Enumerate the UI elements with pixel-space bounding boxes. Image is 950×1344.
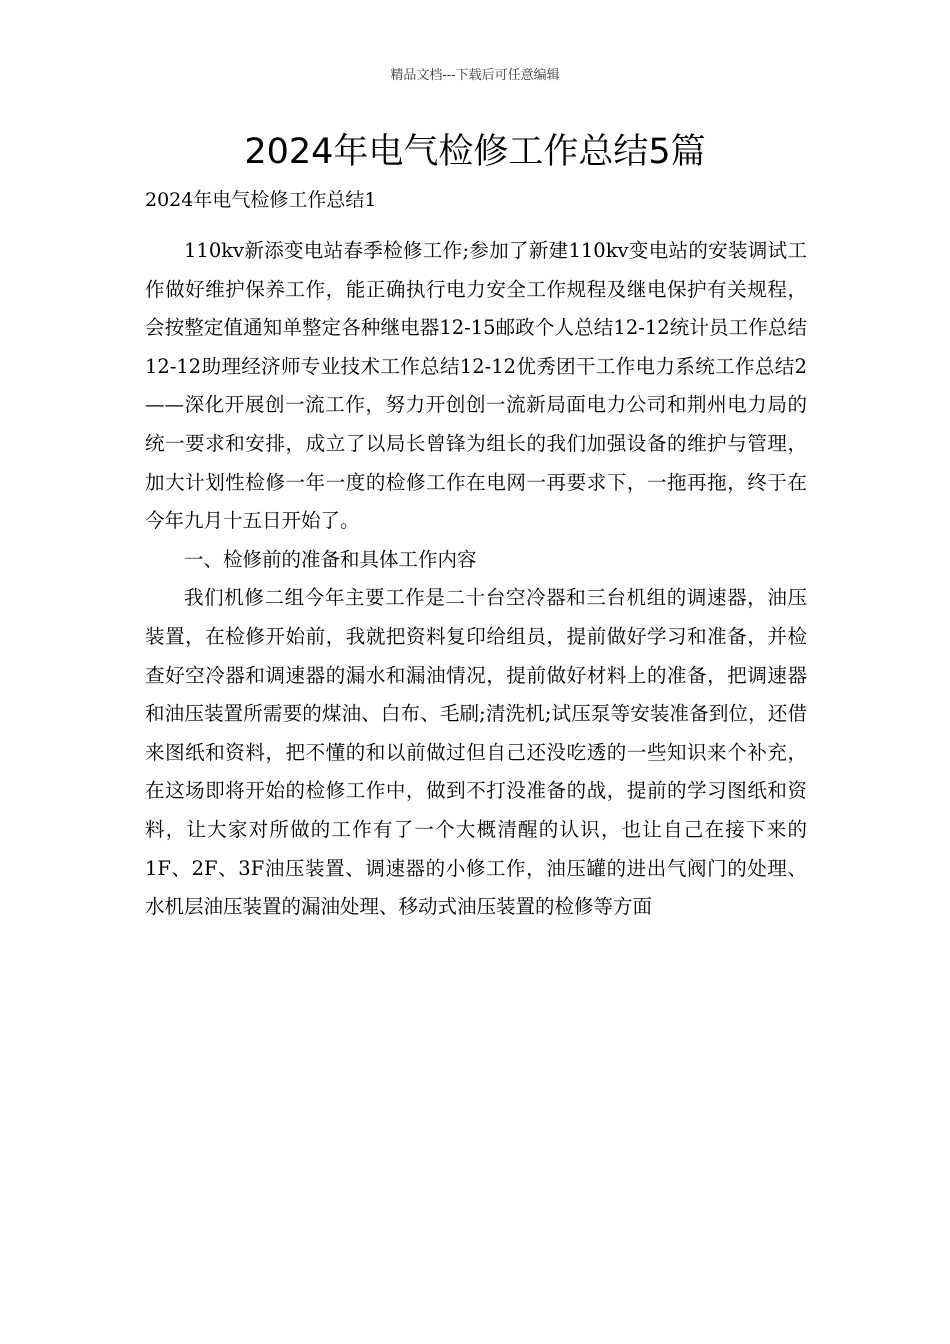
paragraph-3: 我们机修二组今年主要工作是二十台空冷器和三台机组的调速器，油压装置，在检修开始前，我就把资料复印给组员，提前做好学习和准备，并检查好空冷器和调速器的漏水和漏油情况，提前做好材料上的准备，把调速器和油压装置所需要的煤油、白布、毛刷;清洗机;试压泵等安装准备到位，还借来图纸和资料，把不懂的和以前做过但自己还没吃透的一些知识来个补充，在这场即将开始的检修工作中，做到不打没准备的战，提前的学习图纸和资料，让大家对所做的工作有了一个大概清醒的认识，也让自己在接下来的1F、2F、3F油压装置、调速器的小修工作，油压罐的进出气阀门的处理、水机层油压装置的漏油处理、移动式油压装置的检修等方面 <box>145 586 807 919</box>
document-body <box>145 232 807 927</box>
paragraph-1: 110kv新添变电站春季检修工作;参加了新建110kv变电站的安装调试工作做好维护保养工作，能正确执行电力安全工作规程及继电保护有关规程，会按整定值通知单整定各种继电器12-15邮政个人总结12-12统计员工作总结12-12助理经济师专业技术工作总结12-12优秀团干工作电力系统工作总结2——深化开展创一流工作，努力开创创一流新局面电力公司和荆州电力局的统一要求和安排，成立了以局长曾锋为组长的我们加强设备的维护与管理，加大计划性检修一年一度的检修工作在电网一再要求下，一拖再拖，终于在今年九月十五日开始了。 <box>145 239 807 533</box>
paragraph-2: 一、检修前的准备和具体工作内容 <box>184 547 477 571</box>
document-title: 2024年电气检修工作总结5篇 <box>244 132 706 172</box>
section-heading: 2024年电气检修工作总结1 <box>145 189 377 211</box>
page-header: 精品文档---下载后可任意编辑 <box>390 68 560 83</box>
